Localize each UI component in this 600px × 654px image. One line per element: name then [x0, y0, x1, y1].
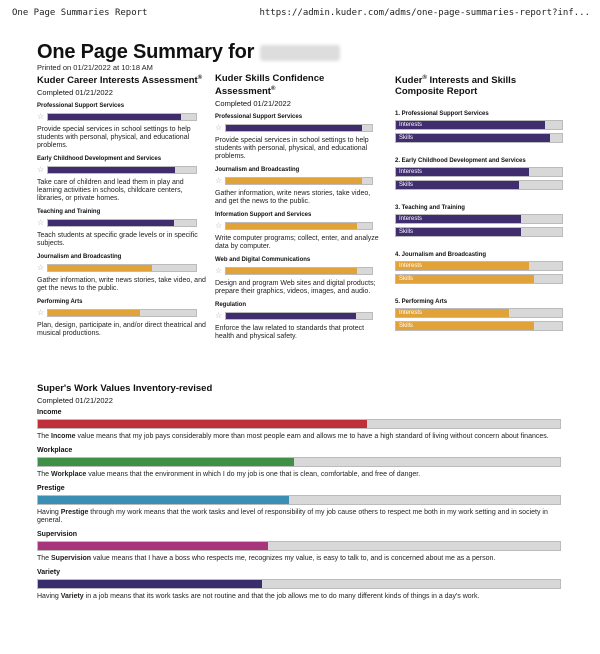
print-header-url: https://admin.kuder.com/adms/one-page-summaries-report?inf...	[259, 8, 590, 18]
skills-area	[215, 257, 383, 296]
skills-area-bar-fill	[226, 313, 356, 319]
skills-area-bar	[225, 267, 373, 275]
career-area-bar	[47, 113, 197, 121]
page-title-text: One Page Summary for	[37, 41, 255, 63]
career-area	[37, 299, 207, 338]
skills-area	[215, 167, 383, 206]
work-value-bar	[37, 579, 561, 589]
work-value-name: Prestige	[37, 485, 65, 492]
work-value-desc-post: through my work means that the work tasks and level of responsibility of my job cause others to respect me both in my work setting and in society in general.	[37, 509, 548, 524]
career-area-title: Early Childhood Development and Services	[37, 156, 162, 163]
star-icon: ☆	[37, 218, 45, 228]
skills-area-desc: Write computer programs; collect, enter, and analyze data by computer.	[215, 235, 379, 251]
work-value-bar	[37, 495, 561, 505]
work-value-name: Workplace	[37, 447, 73, 454]
skills-area-title: Web and Digital Communications	[215, 257, 311, 264]
skills-area-title: Journalism and Broadcasting	[215, 167, 300, 174]
skills-area-bar	[225, 222, 373, 230]
composite-area-title: 5. Performing Arts	[395, 299, 448, 306]
skills-area-bar	[225, 177, 373, 185]
work-value-desc-post: value means that my job pays considerably more than most people earn and allows me to have a high standard of living without concern about finances.	[75, 433, 549, 440]
composite-interests-label: Interests	[399, 216, 423, 223]
career-area-bar	[47, 166, 197, 174]
composite-skills-bar	[395, 133, 563, 143]
page-title	[37, 41, 340, 64]
composite-skills-bar-fill	[396, 275, 534, 283]
career-area-desc: Take care of children and lead them in play and learning activities in schools, childcare centers, libraries, or private homes.	[37, 179, 184, 203]
work-value-desc-post: in a job means that its work tasks are not routine and that the job allows me to do many different kinds of things in a day's work.	[83, 593, 480, 600]
star-icon: ☆	[215, 176, 223, 186]
composite-interests-bar	[395, 120, 563, 130]
composite-interests-bar	[395, 261, 563, 271]
star-icon: ☆	[215, 221, 223, 231]
star-icon: ☆	[37, 308, 45, 318]
work-value-item	[37, 409, 562, 441]
skills-area-bar	[225, 312, 373, 320]
career-area-bar-fill	[48, 310, 140, 316]
work-value-desc-pre: The	[37, 471, 52, 478]
composite-skills-bar-fill	[396, 134, 550, 142]
skills-area-title: Information Support and Services	[215, 212, 312, 219]
work-value-bar-fill	[38, 542, 268, 550]
work-value-name: Variety	[37, 569, 60, 576]
work-value-bar-fill	[38, 496, 289, 504]
work-value-bar-fill	[38, 458, 294, 466]
career-area-desc: Gather information, write news stories, take video, and get the news to the public.	[37, 277, 206, 293]
career-area-bar	[47, 219, 197, 227]
career-area-bar-row	[37, 263, 207, 273]
work-value-desc	[37, 433, 562, 441]
skills-area-bar-fill	[226, 268, 357, 274]
work-value-desc-pre: The	[37, 555, 52, 562]
composite-interests-label: Interests	[399, 169, 423, 176]
work-value-desc-bold: Variety	[60, 593, 84, 600]
career-area-bar	[47, 264, 197, 272]
composite-heading-suffix: Interests and Skills Composite Report	[395, 75, 517, 98]
work-value-desc	[37, 471, 562, 479]
work-value-bar-fill	[38, 580, 262, 588]
skills-completed: Completed 01/21/2022	[215, 99, 291, 109]
composite-skills-label: Skills	[399, 229, 414, 236]
work-value-bar-fill	[38, 420, 367, 428]
composite-skills-bar	[395, 321, 563, 331]
skills-area-title: Regulation	[215, 302, 246, 309]
career-heading	[37, 73, 207, 86]
career-area-bar	[47, 309, 197, 317]
printed-on: Printed on 01/21/2022 at 10:18 AM	[37, 63, 153, 72]
print-header-title: One Page Summaries Report	[12, 8, 148, 18]
composite-skills-label: Skills	[399, 276, 414, 283]
print-header	[12, 8, 590, 22]
career-heading-text: Kuder Career Interests Assessment	[37, 75, 198, 87]
career-area-title: Professional Support Services	[37, 103, 125, 110]
skills-area	[215, 114, 383, 161]
composite-interests-bar	[395, 167, 563, 177]
career-areas	[37, 103, 207, 338]
skills-area-bar-row	[215, 311, 383, 321]
skills-area-desc: Design and program Web sites and digital products; prepare their graphics, videos, images, and audio.	[215, 280, 376, 296]
star-icon: ☆	[37, 263, 45, 273]
skills-heading-line1: Kuder Skills Confidence	[215, 73, 325, 84]
career-heading-mark: ®	[197, 75, 203, 81]
work-value-desc-pre: Having	[37, 509, 61, 516]
composite-areas	[395, 111, 565, 331]
composite-interests-label: Interests	[399, 122, 423, 129]
career-area-bar-fill	[48, 220, 174, 226]
star-icon: ☆	[37, 112, 45, 122]
composite-skills-bar	[395, 227, 563, 237]
skills-area	[215, 212, 383, 251]
composite-area-title: 3. Teaching and Training	[395, 205, 465, 212]
work-value-desc-bold: Prestige	[60, 509, 89, 516]
career-area-bar-row	[37, 218, 207, 228]
skills-confidence-column	[215, 73, 383, 341]
composite-interests-bar	[395, 214, 563, 224]
work-value-desc-pre: Having	[37, 593, 61, 600]
career-area-bar-fill	[48, 167, 175, 173]
career-interests-column	[37, 73, 207, 338]
star-icon: ☆	[215, 123, 223, 133]
composite-heading-prefix: Kuder	[395, 75, 423, 87]
work-value-bar	[37, 457, 561, 467]
work-value-item	[37, 569, 562, 601]
career-area-desc: Plan, design, participate in, and/or direct theatrical and musical productions.	[37, 322, 206, 338]
skills-area-bar-row	[215, 176, 383, 186]
work-value-desc-post: value means that I have a boss who respects me, recognizes my value, is easy to talk to, and is concerned about me as a person.	[91, 555, 496, 562]
composite-skills-bar	[395, 180, 563, 190]
composite-skills-bar-fill	[396, 228, 521, 236]
skills-area-title: Professional Support Services	[215, 114, 303, 121]
composite-skills-bar-fill	[396, 181, 519, 189]
career-area-bar-row	[37, 165, 207, 175]
work-value-name: Income	[37, 409, 62, 416]
composite-area	[395, 111, 565, 143]
composite-area	[395, 299, 565, 331]
composite-interests-label: Interests	[399, 310, 423, 317]
career-area	[37, 254, 207, 293]
career-area	[37, 103, 207, 150]
career-area-desc: Teach students at specific grade levels or in specific subjects.	[37, 232, 198, 248]
composite-skills-label: Skills	[399, 135, 414, 142]
star-icon: ☆	[37, 165, 45, 175]
work-value-name: Supervision	[37, 531, 78, 538]
work-value-desc-post: value means that the environment in which I do my job is one that is clean, comfortable, and free of danger.	[86, 471, 421, 478]
work-value-item	[37, 447, 562, 479]
skills-area-bar	[225, 124, 373, 132]
work-value-desc-pre: The	[37, 433, 52, 440]
work-value-bar	[37, 541, 561, 551]
composite-area	[395, 252, 565, 284]
skills-heading-mark: ®	[270, 86, 276, 92]
composite-skills-label: Skills	[399, 182, 414, 189]
composite-column	[395, 73, 565, 334]
work-values-items	[37, 409, 562, 601]
skills-area-desc: Enforce the law related to standards that protect health and physical safety.	[215, 325, 365, 341]
career-area-desc: Provide special services in school settings to help students with personal, physical, and educational problems.	[37, 126, 191, 150]
skills-heading	[215, 73, 383, 97]
career-area-bar-row	[37, 308, 207, 318]
career-area	[37, 156, 207, 203]
skills-heading-line2: Assessment	[215, 86, 271, 98]
work-value-desc	[37, 555, 562, 563]
composite-area	[395, 205, 565, 237]
composite-heading-mark: ®	[422, 75, 427, 81]
composite-area-title: 1. Professional Support Services	[395, 111, 489, 118]
skills-areas	[215, 114, 383, 341]
skills-area-bar-fill	[226, 178, 362, 184]
composite-skills-bar-fill	[396, 322, 534, 330]
redacted-name	[260, 45, 340, 61]
composite-interests-bar	[395, 308, 563, 318]
work-values-heading: Super's Work Values Inventory-revised	[37, 383, 213, 394]
skills-area-bar-fill	[226, 223, 357, 229]
composite-heading	[395, 73, 565, 97]
career-area-title: Teaching and Training	[37, 209, 101, 216]
career-area-bar-fill	[48, 265, 152, 271]
career-area	[37, 209, 207, 248]
composite-area	[395, 158, 565, 190]
work-value-desc-bold: Workplace	[51, 471, 87, 478]
work-value-desc	[37, 593, 562, 601]
career-completed: Completed 01/21/2022	[37, 88, 113, 98]
skills-area-bar-fill	[226, 125, 362, 131]
star-icon: ☆	[215, 311, 223, 321]
skills-area	[215, 302, 383, 341]
star-icon: ☆	[215, 266, 223, 276]
career-area-bar-row	[37, 112, 207, 122]
skills-area-desc: Provide special services in school settings to help students with personal, physical, and educational problems.	[215, 137, 369, 161]
work-value-item	[37, 531, 562, 563]
composite-area-title: 4. Journalism and Broadcasting	[395, 252, 487, 259]
work-value-desc	[37, 509, 562, 525]
work-value-desc-bold: Income	[51, 433, 76, 440]
work-value-item	[37, 485, 562, 525]
work-value-bar	[37, 419, 561, 429]
composite-skills-bar	[395, 274, 563, 284]
work-values-completed: Completed 01/21/2022	[37, 396, 113, 405]
career-area-bar-fill	[48, 114, 181, 120]
work-values-section	[37, 383, 562, 601]
composite-skills-label: Skills	[399, 323, 414, 330]
skills-area-bar-row	[215, 123, 383, 133]
composite-area-title: 2. Early Childhood Development and Services	[395, 158, 526, 165]
career-area-title: Journalism and Broadcasting	[37, 254, 122, 261]
career-area-title: Performing Arts	[37, 299, 83, 306]
skills-area-bar-row	[215, 266, 383, 276]
skills-area-bar-row	[215, 221, 383, 231]
work-value-desc-bold: Supervision	[51, 555, 92, 562]
composite-interests-label: Interests	[399, 263, 423, 270]
skills-area-desc: Gather information, write news stories, take video, and get the news to the public.	[215, 190, 371, 206]
